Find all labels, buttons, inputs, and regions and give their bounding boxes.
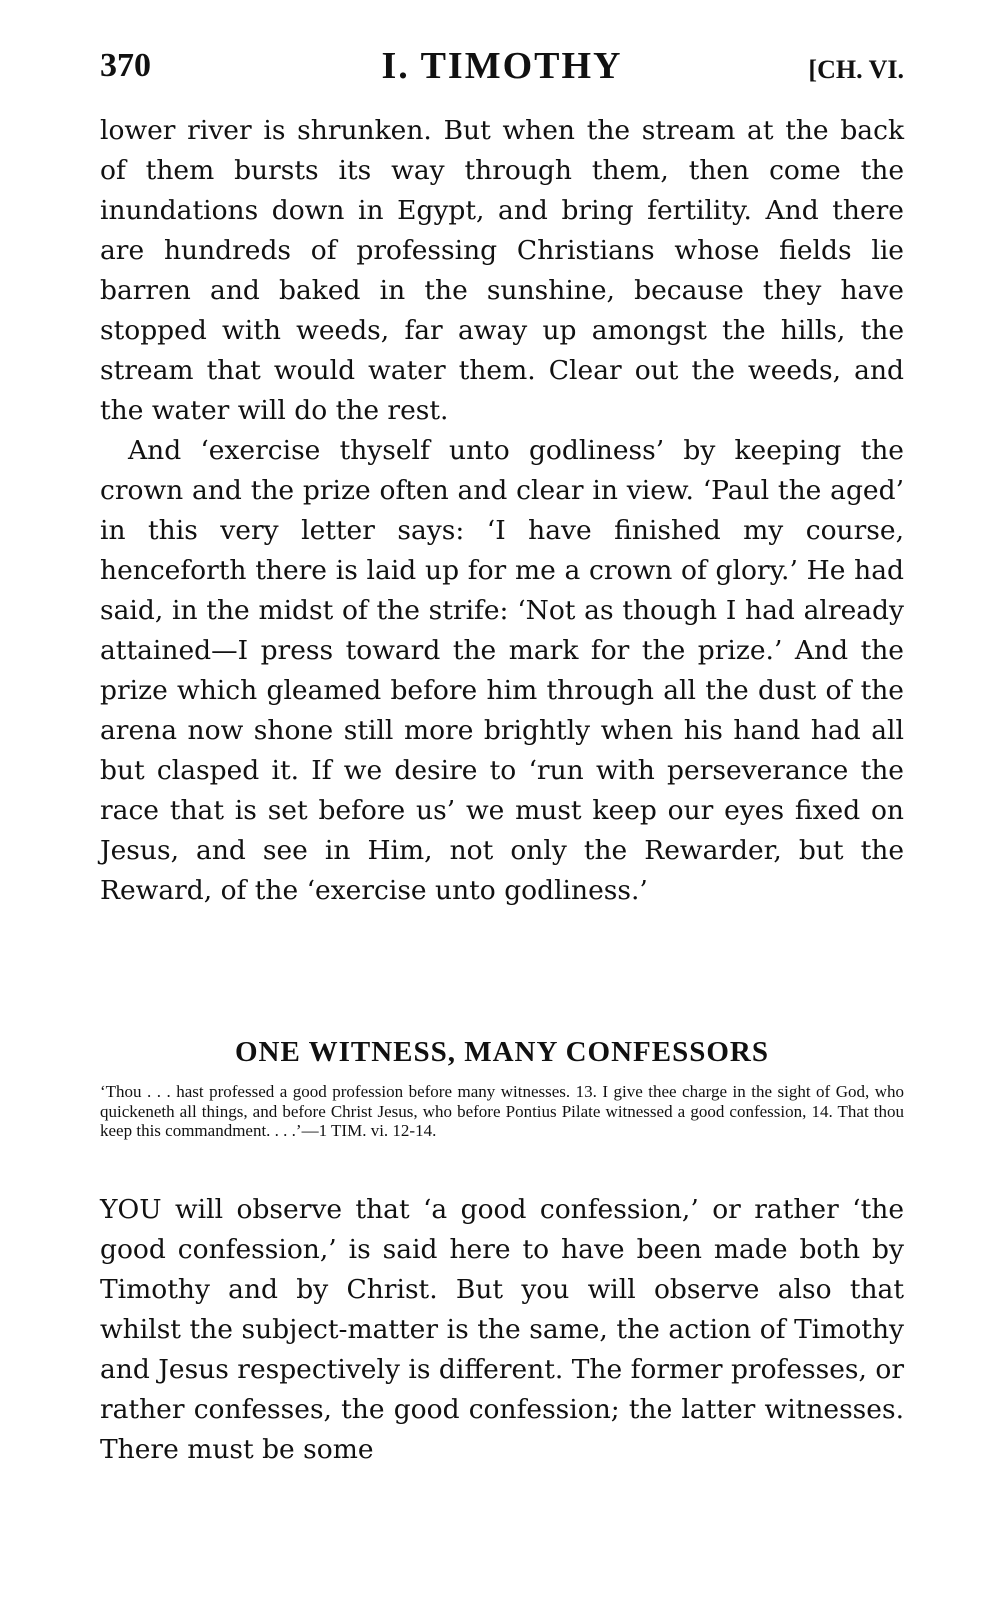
section-title: ONE WITNESS, MANY CONFESSORS	[235, 1036, 769, 1068]
book-title: I. TIMOTHY	[381, 45, 623, 87]
page-number: 370	[100, 47, 151, 84]
continued-passage	[100, 111, 904, 911]
paragraph-good-confession: YOU will observe that ‘a good confession,’ or rather ‘the good confession,’ is said here to have been made both by Timothy and by Christ. But you will observe also that whilst the subject-matter is the same, the action of Timothy and Jesus respectively is different. The former professes, or rather confesses, the good confession; the latter witnesses. There must be some	[100, 1194, 904, 1465]
section-body	[100, 1190, 904, 1470]
running-head	[100, 44, 904, 92]
paragraph-exercise-godliness: And ‘exercise thyself unto godliness’ by keeping the crown and the prize often and clear in view. ‘Paul the aged’ in this very letter says: ‘I have finished my course, henceforth there is laid up for me a crown of glory.’ He had said, in the midst of the strife: ‘Not as though I had already attained—I press toward the mark for the prize.’ And the prize which gleamed before him through all the dust of the arena now shone still more brightly when his hand had all but clasped it. If we desire to ‘run with perseverance the race that is set before us’ we must keep our eyes fixed on Jesus, and see in Him, not only the Rewarder, but the Reward, of the ‘exercise unto godliness.’	[100, 435, 904, 906]
chapter-reference: [CH. VI.	[808, 55, 904, 84]
scripture-epigraph: ‘Thou . . . hast professed a good profession before many witnesses. 13. I give thee charge in the sight of God, who quickeneth all things, and before Christ Jesus, who before Pontius Pilate witnessed a good confession, 14. That thou keep this commandment. . . .’—1 TIM. vi. 12-14.	[100, 1082, 904, 1140]
paragraph-continued: lower river is shrunken. But when the stream at the back of them bursts its way through them, then come the inundations down in Egypt, and bring fertility. And there are hundreds of professing Christians whose fields lie barren and baked in the sunshine, because they have stopped with weeds, far away up amongst the hills, the stream that would water them. Clear out the weeds, and the water will do the rest.	[100, 115, 904, 426]
